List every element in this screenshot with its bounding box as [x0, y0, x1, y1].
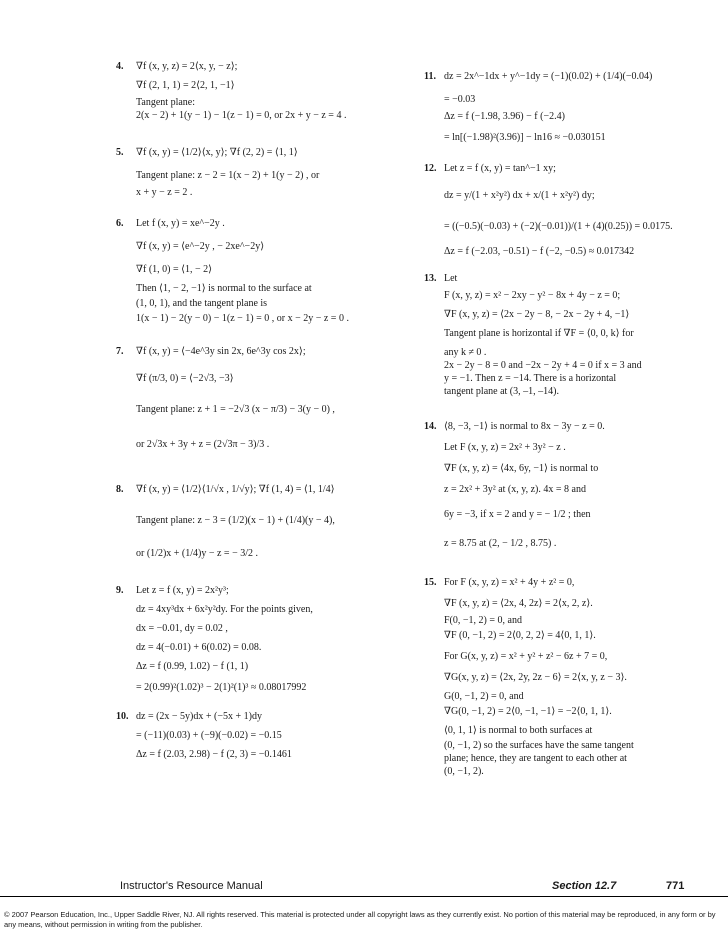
equation-line: = (−11)(0.03) + (−9)(−0.02) = −0.15 — [136, 730, 282, 741]
text-line: Let — [444, 273, 458, 284]
text-line: y = −1. Then z = −14. There is a horizontal — [444, 373, 617, 384]
text-line: (0, −1, 2). — [444, 766, 484, 777]
text-line: (0, −1, 2) so the surfaces have the same tangent — [444, 740, 634, 751]
problem-number: 4. — [116, 61, 124, 72]
problem-10 — [116, 710, 416, 761]
problem-5 — [116, 146, 416, 199]
equation-line: For F (x, y, z) = x² + 4y + z² = 0, — [444, 577, 575, 588]
equation-line: ∇f (x, y) = ⟨1/2⟩⟨x, y⟩; ∇f (2, 2) = ⟨1, 1⟩ — [136, 147, 298, 158]
equation-line: ∇f (2, 1, 1) = 2⟨2, 1, −1⟩ — [136, 80, 235, 91]
equation-line: ∇f (x, y) = ⟨1/2⟩⟨1/√x , 1/√y⟩; ∇f (1, 4) = ⟨1, 1/4⟩ — [136, 484, 335, 495]
equation-line: Δz = f (−2.03, −0.51) − f (−2, −0.5) ≈ 0.017342 — [444, 246, 635, 257]
left-column — [116, 58, 416, 761]
problem-15 — [424, 576, 704, 778]
equation-line: dx = −0.01, dy = 0.02 , — [136, 623, 228, 634]
equation-line: ∇f (1, 0) = ⟨1, − 2⟩ — [136, 264, 213, 275]
equation-line: 6y = −3, if x = 2 and y = − 1/2 ; then — [444, 509, 591, 520]
problem-7 — [116, 345, 416, 451]
footer-manual-title: Instructor's Resource Manual — [120, 880, 263, 892]
problem-number: 8. — [116, 484, 124, 495]
text-line: Let f (x, y) = xe^−2y . — [136, 218, 225, 229]
equation-line: Δz = f (0.99, 1.02) − f (1, 1) — [136, 661, 249, 672]
equation-line: ⟨8, −3, −1⟩ is normal to 8x − 3y − z = 0. — [444, 421, 605, 432]
problem-6 — [116, 217, 416, 325]
problem-13 — [424, 272, 704, 398]
problem-number: 12. — [424, 163, 437, 174]
footer-divider — [0, 896, 728, 897]
problem-8 — [116, 483, 416, 560]
equation-line: Δz = f (−1.98, 3.96) − f (−2.4) — [444, 111, 565, 122]
equation-line: ∇F (x, y, z) = ⟨2x − 2y − 8, − 2x − 2y + 4, −1⟩ — [444, 309, 630, 320]
problem-number: 7. — [116, 346, 124, 357]
equation-line: = ln[(−1.98)²(3.96)] − ln16 ≈ −0.030151 — [444, 132, 606, 143]
equation-line: For G(x, y, z) = x² + y² + z² − 6z + 7 = 0, — [444, 651, 608, 662]
equation-line: ∇f (x, y) = ⟨−4e^3y sin 2x, 6e^3y cos 2x⟩; — [136, 346, 306, 357]
copyright-notice: © 2007 Pearson Education, Inc., Upper Saddle River, NJ. All rights reserved. This material is protected under all copyright laws as they currently exist. No portion of this material may be reproduced, in any form or by any means, without permission in writing from the publisher. — [4, 910, 716, 929]
equation-line: Tangent plane: z + 1 = −2√3 (x − π/3) − 3(y − 0) , — [136, 404, 335, 415]
equation-line: F(0, −1, 2) = 0, and — [444, 615, 522, 626]
equation-line: Tangent plane: z − 3 = (1/2)(x − 1) + (1/4)(y − 4), — [136, 515, 335, 526]
equation-line: = ((−0.5)(−0.03) + (−2)(−0.01))/(1 + (4)(0.25)) = 0.0175. — [444, 221, 673, 232]
problem-4 — [116, 60, 416, 122]
text-line: any k ≠ 0 . — [444, 347, 487, 358]
equation-line: z = 8.75 at (2, − 1/2 , 8.75) . — [444, 538, 557, 549]
problem-number: 5. — [116, 147, 124, 158]
problem-number: 15. — [424, 577, 437, 588]
text-line: (1, 0, 1), and the tangent plane is — [136, 298, 268, 309]
equation-line: Let F (x, y, z) = 2x² + 3y² − z . — [444, 442, 566, 453]
equation-line: dz = (2x − 5y)dx + (−5x + 1)dy — [136, 711, 262, 722]
problem-number: 14. — [424, 421, 437, 432]
equation-line: G(0, −1, 2) = 0, and — [444, 691, 524, 702]
equation-line: ∇F (x, y, z) = ⟨2x, 4, 2z⟩ = 2⟨x, 2, z⟩. — [444, 598, 593, 609]
equation-line: F (x, y, z) = x² − 2xy − y² − 8x + 4y − z = 0; — [444, 290, 621, 301]
text-line: Tangent plane: z − 2 = 1(x − 2) + 1(y − 2) , or — [136, 170, 320, 181]
problem-number: 13. — [424, 273, 437, 284]
equation-line: x + y − z = 2 . — [136, 187, 193, 198]
text-line: ⟨0, 1, 1⟩ is normal to both surfaces at — [444, 725, 593, 736]
equation-line: dz = 2x^−1dx + y^−1dy = (−1)(0.02) + (1/4)(−0.04) — [444, 71, 653, 82]
equation-line: ∇f (π/3, 0) = ⟨−2√3, −3⟩ — [136, 373, 234, 384]
equation-line: z = 2x² + 3y² at (x, y, z). 4x = 8 and — [444, 484, 586, 495]
equation-line: Δz = f (2.03, 2.98) − f (2, 3) = −0.1461 — [136, 749, 292, 760]
equation-line: or (1/2)x + (1/4)y − z = − 3/2 . — [136, 548, 258, 559]
problem-number: 9. — [116, 585, 124, 596]
equation-line: ∇G(0, −1, 2) = 2⟨0, −1, −1⟩ = −2⟨0, 1, 1⟩. — [444, 706, 612, 717]
equation-line: dz = 4xy³dx + 6x²y²dy. For the points given, — [136, 604, 313, 615]
text-line: Let z = f (x, y) = 2x²y³; — [136, 585, 229, 596]
text-line: Let z = f (x, y) = tan^−1 xy; — [444, 163, 556, 174]
problem-number: 11. — [424, 71, 436, 82]
right-column — [424, 58, 704, 778]
equation-line: = 2(0.99)²(1.02)³ − 2(1)²(1)³ ≈ 0.08017992 — [136, 682, 307, 693]
footer-page-number: 771 — [666, 880, 685, 892]
equation-line: = −0.03 — [444, 94, 476, 105]
equation-line: dz = 4(−0.01) + 6(0.02) = 0.08. — [136, 642, 262, 653]
equation-line: or 2√3x + 3y + z = (2√3π − 3)/3 . — [136, 439, 270, 450]
equation-line: ∇F (0, −1, 2) = 2⟨0, 2, 2⟩ = 4⟨0, 1, 1⟩. — [444, 630, 596, 641]
equation-line: dz = y/(1 + x²y²) dx + x/(1 + x²y²) dy; — [444, 190, 595, 201]
equation-line: ∇f (x, y) = ⟨e^−2y , − 2xe^−2y⟩ — [136, 241, 265, 252]
problem-number: 10. — [116, 711, 129, 722]
equation-line: 2(x − 2) + 1(y − 1) − 1(z − 1) = 0, or 2x + y − z = 4 . — [136, 110, 347, 121]
text-line: Then ⟨1, − 2, −1⟩ is normal to the surface at — [136, 283, 312, 294]
problem-11 — [424, 70, 704, 144]
text-line: Tangent plane: — [136, 97, 195, 108]
problem-number: 6. — [116, 218, 124, 229]
equation-line: ∇G(x, y, z) = ⟨2x, 2y, 2z − 6⟩ = 2⟨x, y, z − 3⟩. — [444, 672, 627, 683]
text-line: plane; hence, they are tangent to each other at — [444, 753, 627, 764]
equation-line: 1(x − 1) − 2(y − 0) − 1(z − 1) = 0 , or x − 2y − z = 0 . — [136, 313, 349, 324]
equation-line: ∇f (x, y, z) = 2⟨x, y, − z⟩; — [136, 61, 238, 72]
text-line: tangent plane at (3, –1, –14). — [444, 386, 559, 397]
equation-line: ∇F (x, y, z) = ⟨4x, 6y, −1⟩ is normal to — [444, 463, 599, 474]
footer-section: Section 12.7 — [552, 880, 617, 892]
problem-14 — [424, 420, 704, 550]
problem-12 — [424, 162, 704, 258]
problem-9 — [116, 584, 416, 694]
text-line: Tangent plane is horizontal if ∇F = ⟨0, 0, k⟩ for — [444, 328, 634, 339]
text-line: 2x − 2y − 8 = 0 and −2x − 2y + 4 = 0 if x = 3 and — [444, 360, 642, 371]
